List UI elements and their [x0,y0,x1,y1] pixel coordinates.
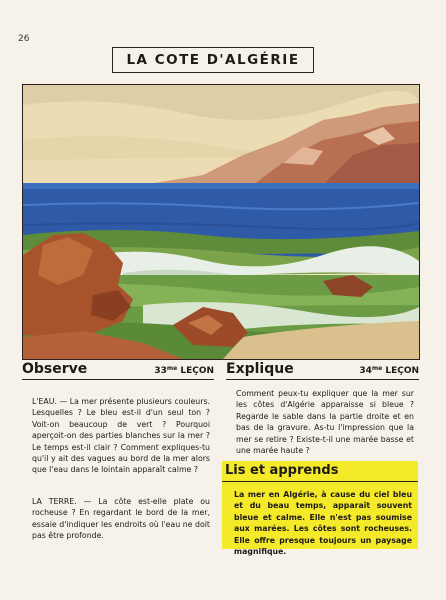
observe-header [22,361,214,380]
page-title-text: LA COTE D'ALGÉRIE [126,52,300,68]
lis-et-apprends-heading: Lis et apprends [222,461,418,482]
observe-paragraph-eau: L'EAU. — La mer présente plusieurs couleurs. Lesquelles ? Le bleu est-il d'un seul ton ? Voit-on beaucoup de vert ? Pourquoi aperçoit-on des parties blanches sur la mer ? Le temps est-il clair ? Comment expliques-tu qu'il y ait des vagues au bord de la mer alors que l'eau dans le lointain apparaît calme ? [32,397,210,475]
observe-heading: Observe [22,361,88,377]
coastal-landscape-illustration [22,84,420,360]
observe-lesson [154,363,214,377]
lis-et-apprends-text: La mer en Algérie, à cause du ciel bleu et du beau temps, apparaît souvent bleue et calme. Elle n'est pas soumise aux marées. Les côtes sont rocheuses. Elle offre presque toujours un paysage magnifique. [234,490,412,557]
explique-paragraph: Comment peux-tu expliquer que la mer sur les côtes d'Algérie apparaisse si bleue ? Regarde le sable dans la partie droite et en bas de la gravure. As-tu l'impression que la mer se retire ? Existe-t-il une marée basse et une marée haute ? [236,389,414,456]
observe-lesson-number: 33 [154,366,167,376]
page-number: 26 [18,34,30,44]
explique-lesson-number: 34 [359,366,372,376]
observe-lesson-word: LEÇON [180,366,214,376]
explique-heading: Explique [226,361,294,377]
lis-et-apprends-box [222,461,418,557]
observe-lesson-sup: me [166,365,178,372]
explique-header [226,361,419,380]
explique-lesson-word: LEÇON [385,366,419,376]
page-title [112,47,314,73]
explique-lesson [359,363,419,377]
observe-paragraph-terre: LA TERRE. — La côte est-elle plate ou rocheuse ? En regardant le bord de la mer, essaie d'indiquer les endroits où l'eau ne doit pas être profonde. [32,497,210,541]
explique-lesson-sup: me [371,365,383,372]
